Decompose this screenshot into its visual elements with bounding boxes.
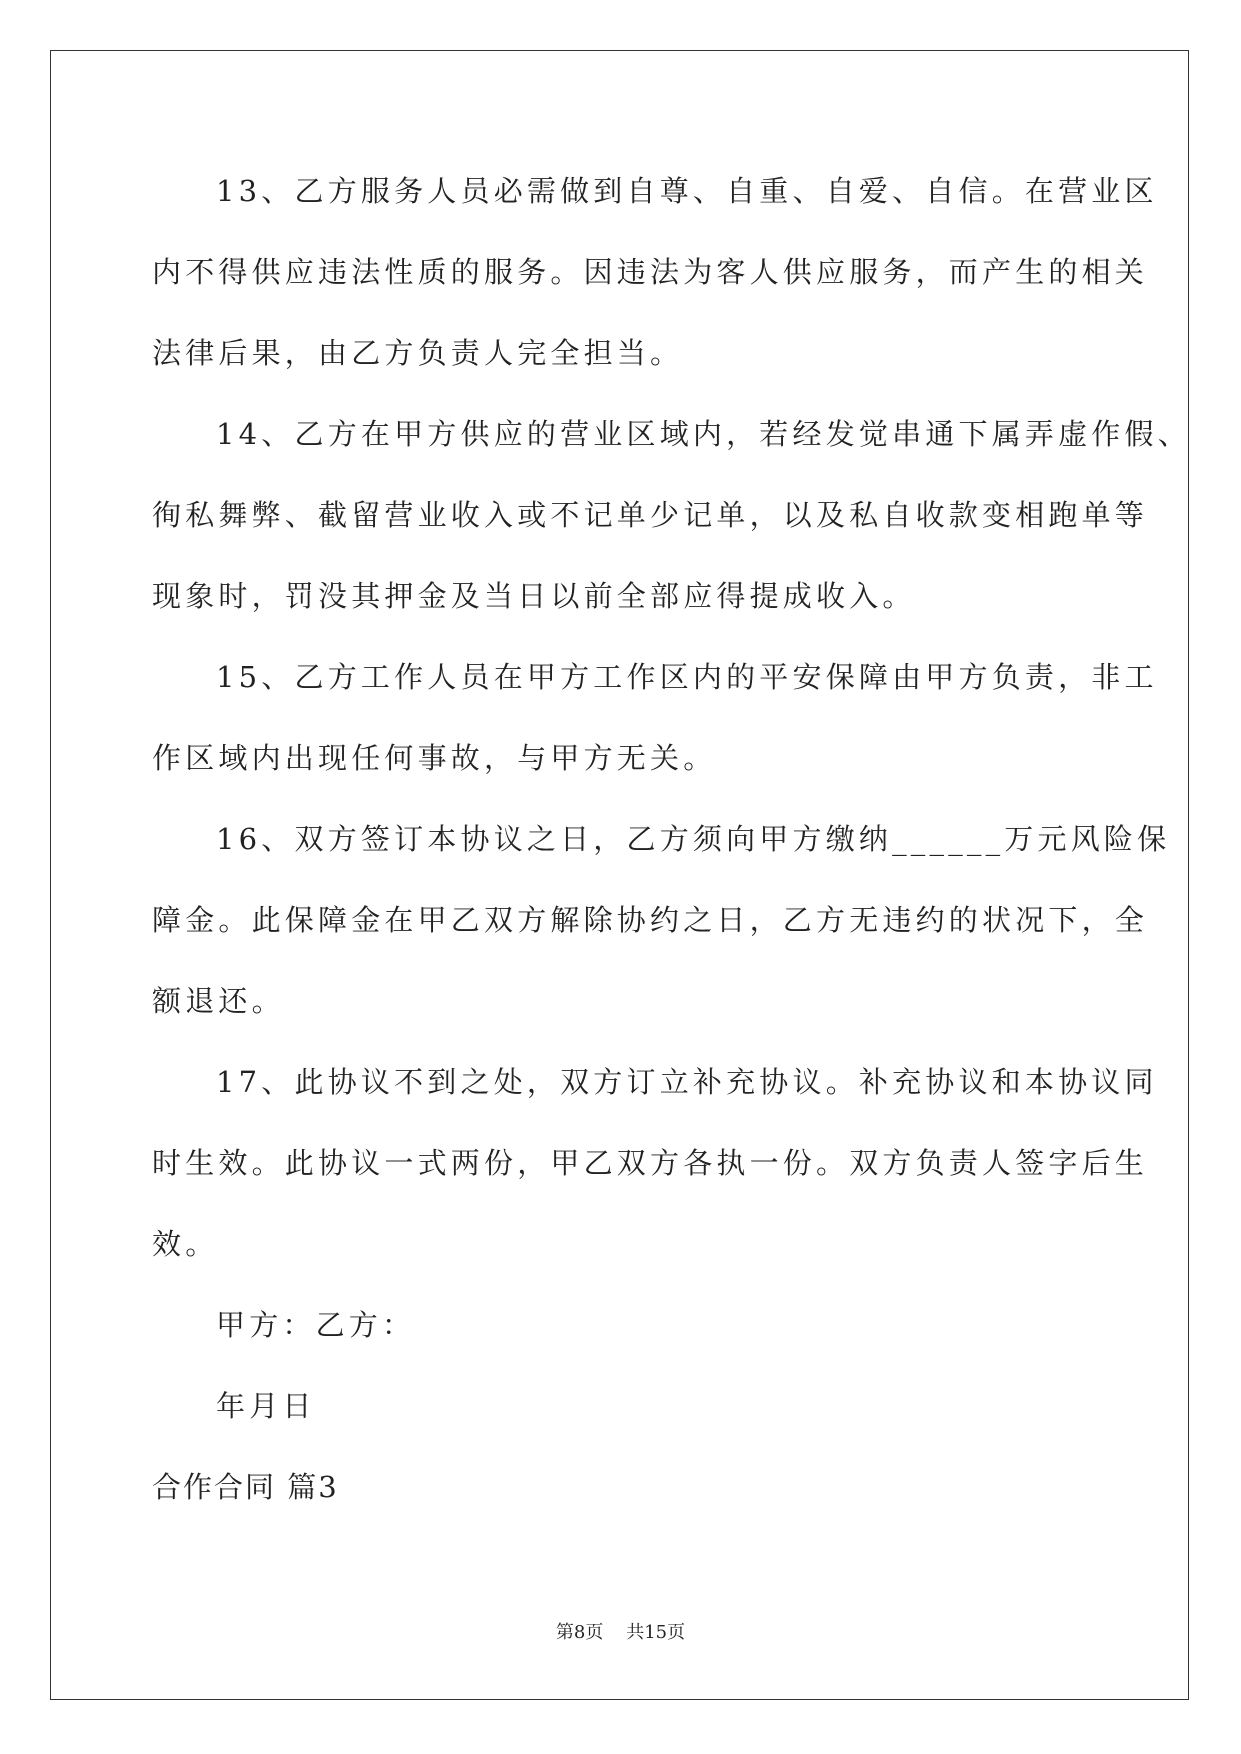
- paragraph-17-line-1: 17、此协议不到之处，双方订立补充协议。补充协议和本协议同: [216, 1065, 1158, 1099]
- section-heading: 合作合同 篇3: [152, 1470, 339, 1504]
- paragraph-14-line-2: 徇私舞弊、截留营业收入或不记单少记单，以及私自收款变相跑单等: [152, 498, 1149, 532]
- date-line: 年月日: [216, 1389, 316, 1423]
- paragraph-15-line-1: 15、乙方工作人员在甲方工作区内的平安保障由甲方负责，非工: [216, 660, 1158, 694]
- paragraph-13-line-2: 内不得供应违法性质的服务。因违法为客人供应服务，而产生的相关: [152, 255, 1149, 289]
- paragraph-16-line-3: 额退还。: [152, 984, 285, 1018]
- page-border: [50, 50, 1189, 1700]
- signature-line: 甲方：乙方：: [216, 1308, 416, 1342]
- paragraph-15-line-2: 作区域内出现任何事故，与甲方无关。: [152, 741, 717, 775]
- paragraph-13-line-3: 法律后果，由乙方负责人完全担当。: [152, 336, 684, 370]
- paragraph-17-line-3: 效。: [152, 1227, 219, 1261]
- page-number-footer: 第8页 共15页: [555, 1622, 686, 1643]
- paragraph-14-line-3: 现象时，罚没其押金及当日以前全部应得提成收入。: [152, 579, 916, 613]
- paragraph-16-line-2: 障金。此保障金在甲乙双方解除协约之日，乙方无违约的状况下，全: [152, 903, 1149, 937]
- paragraph-13-line-1: 13、乙方服务人员必需做到自尊、自重、自爱、自信。在营业区: [216, 174, 1158, 208]
- paragraph-14-line-1: 14、乙方在甲方供应的营业区域内，若经发觉串通下属弄虚作假、: [216, 417, 1191, 451]
- paragraph-17-line-2: 时生效。此协议一式两份，甲乙双方各执一份。双方负责人签字后生: [152, 1146, 1149, 1180]
- paragraph-16-line-1: 16、双方签订本协议之日，乙方须向甲方缴纳______万元风险保: [216, 822, 1171, 856]
